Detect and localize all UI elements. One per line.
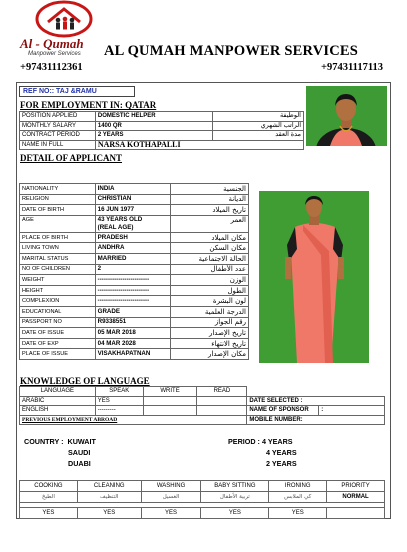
language-cell: ARABIC: [20, 396, 96, 406]
table-row: [20, 317, 249, 328]
arabic-cell: مكان الإصدار: [171, 349, 249, 360]
arabic-cell: لون البشرة: [171, 296, 249, 307]
arabic-cell: تاريخ الإصدار: [171, 328, 249, 339]
table-row: [20, 140, 304, 150]
label-cell: NATIONALITY: [20, 184, 96, 195]
label-cell: LIVING TOWN: [20, 243, 96, 254]
skill-value: YES: [269, 508, 327, 519]
skill-value: YES: [20, 508, 78, 519]
label-cell: DATE OF BIRTH: [20, 205, 96, 216]
value-cell: R9338551: [95, 317, 171, 328]
table-row: [20, 121, 304, 131]
value-cell: 16 JUN 1977: [95, 205, 171, 216]
value-cell: -------------------------: [95, 296, 171, 307]
skill-arabic: الغسيل: [141, 492, 201, 503]
details-title: DETAIL OF APPLICANT: [20, 153, 123, 163]
table-row: [20, 205, 249, 216]
skill-value: [327, 508, 385, 519]
table-row: [20, 232, 249, 243]
logo-subtitle: Manpower Services: [28, 51, 81, 57]
label-cell: HEIGHT: [20, 285, 96, 296]
table-row: [20, 387, 385, 397]
table-row: [20, 243, 249, 254]
speak-cell: ---------: [95, 406, 143, 416]
value-cell: -------------------------: [95, 275, 171, 286]
value-cell: 2 YEARS: [95, 131, 213, 141]
write-cell: [143, 396, 197, 406]
skill-arabic: تربية الأطفال: [201, 492, 269, 503]
arabic-cell: الوظيفة: [213, 112, 304, 122]
table-row: [20, 285, 249, 296]
value-line: (REAL AGE): [97, 223, 134, 231]
table-row: [20, 508, 385, 519]
logo-wordmark: Al - Qumah: [20, 36, 84, 51]
country-label: COUNTRY :: [24, 437, 64, 446]
label-cell: AGE: [20, 215, 96, 232]
period-block: [228, 436, 297, 469]
label-cell: PLACE OF BIRTH: [20, 232, 96, 243]
value-cell: 05 MAR 2018: [95, 328, 171, 339]
arabic-cell: رقم الجواز: [171, 317, 249, 328]
previous-employment-label: PREVIOUS EMPLOYMENT ABROAD: [20, 415, 247, 425]
header-cell: LANGUAGE: [20, 387, 96, 397]
table-row: [20, 349, 249, 360]
full-name-value: NARSA KOTHAPALLI: [95, 140, 303, 150]
skills-table: [19, 480, 385, 519]
details-table: [19, 183, 249, 360]
table-row: [20, 406, 385, 416]
value-cell: ANDHRA: [95, 243, 171, 254]
label-cell: MARITAL STATUS: [20, 253, 96, 264]
label-cell: PASSPORT NO: [20, 317, 96, 328]
table-row: [20, 184, 249, 195]
label-cell: COMPLEXION: [20, 296, 96, 307]
skill-value: YES: [77, 508, 141, 519]
period-item: 4 YEARS: [266, 448, 297, 457]
label-cell: PLACE OF ISSUE: [20, 349, 96, 360]
applicant-photo-small: [306, 86, 387, 146]
country-block: [24, 436, 96, 469]
value-cell: DOMESTIC HELPER: [95, 112, 213, 122]
arabic-cell: تاريخ الانتهاء: [171, 338, 249, 349]
skill-header: BABY SITTING: [201, 481, 269, 492]
mobile-number-label: MOBILE NUMBER:: [247, 415, 385, 425]
table-row: [20, 481, 385, 492]
period-label: PERIOD :: [228, 437, 260, 446]
value-cell: PRADESH: [95, 232, 171, 243]
write-cell: [143, 406, 197, 416]
country-item: KUWAIT: [67, 437, 96, 446]
application-form: [16, 0, 391, 552]
arabic-cell: عدد الأطفال: [171, 264, 249, 275]
skill-header: PRIORITY: [327, 481, 385, 492]
skill-arabic: التنظيف: [77, 492, 141, 503]
country-item: DUABI: [68, 459, 91, 468]
table-row: [20, 112, 304, 122]
table-row: [20, 253, 249, 264]
label-cell: RELIGION: [20, 194, 96, 205]
sponsor-colon: :: [319, 406, 385, 416]
country-item: SAUDI: [68, 448, 91, 457]
arabic-cell: مكان السكن: [171, 243, 249, 254]
table-row: [20, 328, 249, 339]
value-cell: 04 MAR 2028: [95, 338, 171, 349]
speak-cell: YES: [95, 396, 143, 406]
value-cell: CHRISTIAN: [95, 194, 171, 205]
table-row: [20, 275, 249, 286]
read-cell: [197, 406, 247, 416]
reference-number: REF NO:: TAJ &RAMU: [19, 86, 135, 97]
table-row: [20, 306, 249, 317]
arabic-cell: الديانة: [171, 194, 249, 205]
language-cell: ENGLISH: [20, 406, 96, 416]
label-cell: DATE OF EXP: [20, 338, 96, 349]
read-cell: [197, 396, 247, 406]
arabic-cell: تاريخ الميلاد: [171, 205, 249, 216]
skill-header: WASHING: [141, 481, 201, 492]
table-row: [20, 264, 249, 275]
sponsor-label: NAME OF SPONSOR: [247, 406, 319, 416]
period-item: 4 YEARS: [261, 437, 293, 446]
language-table: [19, 386, 385, 425]
skill-header: COOKING: [20, 481, 78, 492]
skill-header: IRONING: [269, 481, 327, 492]
header-cell: READ: [197, 387, 247, 397]
employment-title: FOR EMPLOYMENT IN: QATAR: [20, 100, 157, 110]
employment-table: [19, 111, 304, 150]
value-cell: INDIA: [95, 184, 171, 195]
arabic-cell: الطول: [171, 285, 249, 296]
header-cell: SPEAK: [95, 387, 143, 397]
table-row: [20, 296, 249, 307]
skill-arabic: كي الملابس: [269, 492, 327, 503]
table-row: [20, 492, 385, 503]
phone-right: +97431117113: [321, 62, 383, 73]
table-row: [20, 194, 249, 205]
table-row: [20, 415, 385, 425]
label-cell: WEIGHT: [20, 275, 96, 286]
table-row: [20, 396, 385, 406]
label-cell: DATE OF ISSUE: [20, 328, 96, 339]
applicant-photo-large: [259, 191, 369, 363]
label-cell: CONTRACT PERIOD: [20, 131, 96, 141]
period-item: 2 YEARS: [266, 459, 297, 468]
arabic-cell: الدرجة العلمية: [171, 306, 249, 317]
value-cell: VISAKHAPATNAN: [95, 349, 171, 360]
skill-header: CLEANING: [77, 481, 141, 492]
label-cell: POSITION APPLIED: [20, 112, 96, 122]
value-cell: GRADE: [95, 306, 171, 317]
table-row: [20, 215, 249, 232]
arabic-cell: مكان الميلاد: [171, 232, 249, 243]
priority-value: NORMAL: [327, 492, 385, 503]
table-row: [20, 338, 249, 349]
arabic-cell: الراتب الشهري: [213, 121, 304, 131]
skill-arabic: الطبخ: [20, 492, 78, 503]
value-cell: 2: [95, 264, 171, 275]
label-cell: MONTHLY SALARY: [20, 121, 96, 131]
arabic-cell: العمر: [171, 215, 249, 232]
language-title: KNOWLEDGE OF LANGUAGE: [20, 376, 150, 386]
value-cell: -------------------------: [95, 285, 171, 296]
value-line: 43 YEARS OLD: [97, 215, 143, 223]
value-cell: 1400 QR: [95, 121, 213, 131]
skill-value: YES: [201, 508, 269, 519]
value-cell: [95, 215, 171, 232]
label-cell: NO OF CHILDREN: [20, 264, 96, 275]
label-cell: NAME IN FULL: [20, 140, 96, 150]
arabic-cell: الحالة الاجتماعية: [171, 253, 249, 264]
arabic-cell: الجنسية: [171, 184, 249, 195]
company-logo-icon: [34, 0, 94, 38]
company-name: AL QUMAH MANPOWER SERVICES: [104, 43, 359, 59]
date-selected-label: DATE SELECTED :: [247, 396, 385, 406]
label-cell: EDUCATIONAL: [20, 306, 96, 317]
arabic-cell: مدة العقد: [213, 131, 304, 141]
header-cell: WRITE: [143, 387, 197, 397]
arabic-cell: الوزن: [171, 275, 249, 286]
empty-cell: [247, 387, 385, 397]
phone-left: +97431112361: [20, 62, 83, 73]
table-row: [20, 131, 304, 141]
skill-value: YES: [141, 508, 201, 519]
value-cell: MARRIED: [95, 253, 171, 264]
